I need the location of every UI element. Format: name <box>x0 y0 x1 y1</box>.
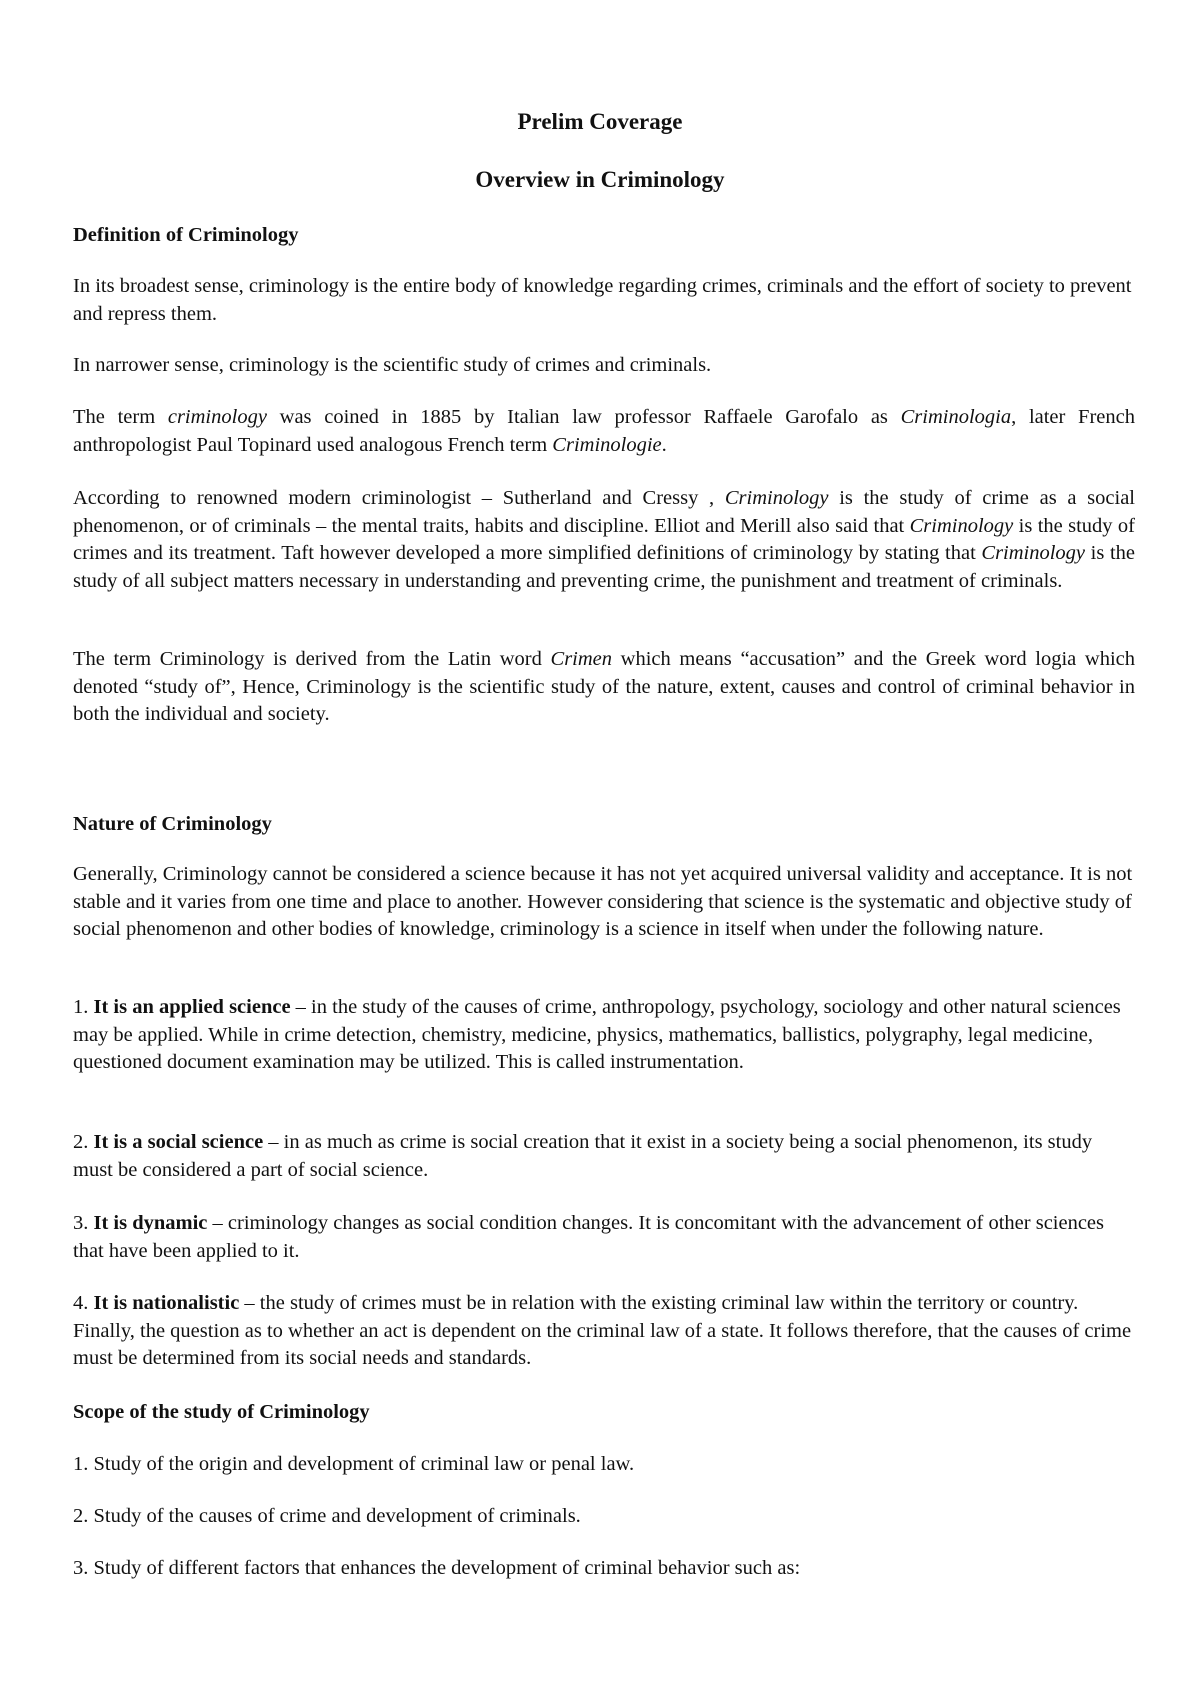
scope-item: 1. Study of the origin and development of criminal law or penal law. <box>73 1453 635 1475</box>
nature-item: 3. It is dynamic – criminology changes as social condition changes. It is concomitant with the advancement of other sciences that have been applied to it. <box>73 1212 1105 1262</box>
definition-paragraph-1: In its broadest sense, criminology is the entire body of knowledge regarding crimes, criminals and the effort of society to prevent and repress them. <box>73 275 1132 325</box>
nature-item: 4. It is nationalistic – the study of crimes must be in relation with the existing criminal law within the territory or country. Finally, the question as to whether an act is dependent on the criminal law of a state. It follows therefore, that the causes of crime must be determined from its social needs and standards. <box>73 1292 1132 1369</box>
nature-item: 2. It is a social science – in as much as crime is social creation that it exist in a society being a social phenomenon, its study must be considered a part of social science. <box>73 1131 1093 1181</box>
term-criminology: criminology <box>167 406 267 428</box>
definition-heading: Definition of Criminology <box>73 224 299 246</box>
term-criminologie: Criminologie <box>552 433 662 456</box>
nature-item: 1. It is an applied science – in the study of the causes of crime, anthropology, psychology, sociology and other natural sciences may be applied. While in crime detection, chemistry, medicine, physics, mathematics, ballistics, polygraphy, legal medicine, questioned document examination may be utilized. This is called instrumentation. <box>73 996 1121 1073</box>
term-crimen: Crimen <box>550 648 613 670</box>
scope-item: 2. Study of the causes of crime and development of criminals. <box>73 1505 581 1527</box>
definition-paragraph-2: In narrower sense, criminology is the scientific study of crimes and criminals. <box>73 354 712 376</box>
scope-item: 3. Study of different factors that enhances the development of criminal behavior such as: <box>73 1557 801 1579</box>
scope-heading: Scope of the study of Criminology <box>73 1401 370 1423</box>
term-criminologia: Criminologia <box>900 406 1012 428</box>
nature-heading: Nature of Criminology <box>73 813 272 835</box>
page-subtitle: Overview in Criminology <box>475 167 725 192</box>
definition-paragraph-3: The term criminology was coined in 1885 by Italian law professor Raffaele Garofalo as Criminologia, later French anthropologist Paul Topinard used analogous French term Criminologie. <box>73 406 1135 456</box>
definition-paragraph-5: The term Criminology is derived from the Latin word Crimen which means “accusation” and the Greek word logia which denoted “study of”, Hence, Criminology is the scientific study of the nature, extent, causes and control of criminal behavior in both the individual and society. <box>73 648 1135 725</box>
page-title: Prelim Coverage <box>517 109 683 134</box>
nature-intro: Generally, Criminology cannot be considered a science because it has not yet acquired universal validity and acceptance. It is not stable and it varies from one time and place to another. However considering that science is the systematic and objective study of social phenomenon and other bodies of knowledge, criminology is a science in itself when under the following nature. <box>73 863 1133 940</box>
definition-paragraph-4: According to renowned modern criminologist – Sutherland and Cressy , Criminology is the study of crime as a social phenomenon, or of criminals – the mental traits, habits and discipline. Elliot and Merill also said that Criminology is the study of crimes and its treatment. Taft however developed a more simplified definitions of criminology by stating that Criminology is the study of all subject matters necessary in understanding and preventing crime, the punishment and treatment of criminals. <box>73 487 1136 592</box>
